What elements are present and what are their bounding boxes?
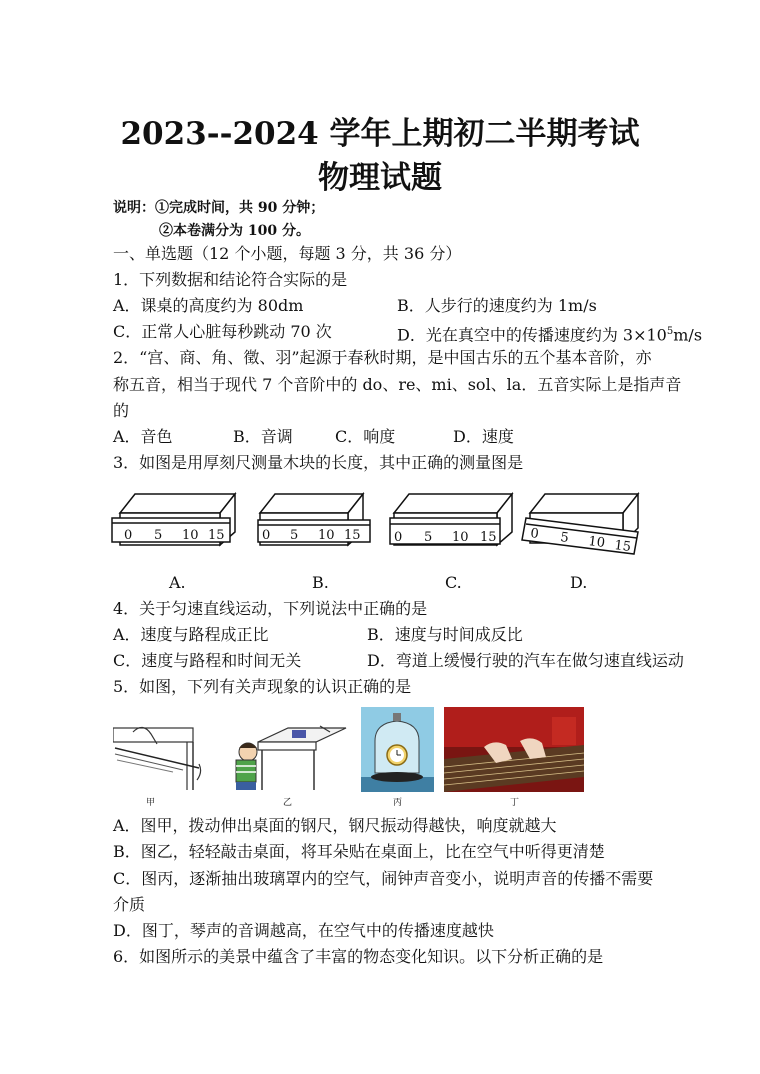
tick-label: 0 — [529, 526, 540, 542]
q2-line1: 2．“宫、商、角、徵、羽”起源于春秋时期，是中国古乐的五个基本音阶，亦 — [113, 348, 652, 367]
section-heading: 一、单选题（12 个小题，每题 3 分，共 36 分） — [113, 244, 462, 263]
q5-option-c-line1: C．图丙，逐渐抽出玻璃罩内的空气，闹钟声音变小，说明声音的传播不需要 — [113, 869, 654, 888]
q5-label-yi: 乙 — [283, 798, 293, 808]
note-time: 说明：①完成时间，共 90 分钟； — [113, 200, 325, 216]
ruler-figure-a — [112, 494, 235, 545]
q2-option-b: B．音调 — [233, 427, 293, 446]
q1-option-d — [397, 322, 702, 345]
tick-label: 15 — [344, 528, 361, 543]
q5-label-jia: 甲 — [146, 798, 156, 808]
q5-option-b: B．图乙，轻轻敲击桌面，将耳朵贴在桌面上，比在空气中听得更清楚 — [113, 842, 605, 861]
ruler-figure-b — [258, 494, 370, 545]
q4-option-d: D．弯道上缓慢行驶的汽车在做匀速直线运动 — [367, 651, 684, 670]
q1-option-d-text: D．光在真空中的传播速度约为 3×10 — [397, 325, 667, 345]
q2-option-a: A．音色 — [113, 427, 173, 446]
q5-label-ding: 丁 — [510, 798, 520, 808]
q6-stem: 6．如图所示的美景中蕴含了丰富的物态变化知识。以下分析正确的是 — [113, 947, 604, 966]
tick-label: 15 — [613, 538, 632, 555]
q1-option-a: A．课桌的高度约为 80dm — [113, 296, 304, 315]
q2-line2: 称五音，相当于现代 7 个音阶中的 do、re、mi、sol、la．五音实际上是指声音 — [113, 375, 682, 394]
q1-option-d-unit: m/s — [673, 325, 703, 345]
q5-figure-yi — [228, 724, 348, 792]
q1-option-d-exponent: 5 — [666, 326, 674, 337]
q4-stem: 4．关于匀速直线运动，下列说法中正确的是 — [113, 599, 428, 618]
q5-stem: 5．如图，下列有关声现象的认识正确的是 — [113, 677, 412, 696]
tick-label: 10 — [182, 528, 199, 543]
tick-label: 15 — [208, 528, 225, 543]
tick-label: 5 — [559, 530, 570, 546]
tick-label: 10 — [587, 534, 606, 551]
q5-option-c-line2: 介质 — [113, 895, 146, 914]
q5-option-a: A．图甲，拨动伸出桌面的钢尺，钢尺振动得越快，响度就越大 — [113, 816, 557, 835]
tick-label: 0 — [262, 528, 271, 543]
note-score: ②本卷满分为 100 分。 — [159, 223, 310, 239]
tick-label: 10 — [452, 530, 469, 545]
q3-stem: 3．如图是用厚刻尺测量木块的长度，其中正确的测量图是 — [113, 453, 524, 472]
q3-label-a: A. — [169, 573, 186, 592]
tick-label: 5 — [424, 530, 433, 545]
ruler-figure-c — [390, 494, 512, 545]
q4-option-b: B．速度与时间成反比 — [367, 625, 523, 644]
exam-subject-title: 物理试题 — [318, 160, 442, 196]
q5-label-bing: 丙 — [393, 798, 403, 808]
tick-label: 0 — [124, 528, 133, 543]
q5-figure-ding — [444, 707, 584, 792]
tick-label: 10 — [318, 528, 335, 543]
q4-option-c: C．速度与路程和时间无关 — [113, 651, 302, 670]
exam-title: 2023--2024 学年上期初二半期考试 — [120, 116, 640, 152]
tick-label: 5 — [290, 528, 299, 543]
q2-option-c: C．响度 — [335, 427, 396, 446]
q5-option-d: D．图丁，琴声的音调越高，在空气中的传播速度越快 — [113, 921, 494, 940]
tick-label: 5 — [154, 528, 163, 543]
q1-option-c: C．正常人心脏每秒跳动 70 次 — [113, 322, 332, 341]
q2-option-d: D．速度 — [453, 427, 514, 446]
q3-label-c: C. — [445, 573, 462, 592]
ruler-figure-d — [522, 494, 638, 555]
q2-line3: 的 — [113, 401, 130, 420]
q1-option-b: B．人步行的速度约为 1m/s — [397, 296, 597, 315]
q3-label-d: D. — [570, 573, 588, 592]
q4-option-a: A．速度与路程成正比 — [113, 625, 269, 644]
q1-stem: 1．下列数据和结论符合实际的是 — [113, 270, 348, 289]
q3-label-b: B. — [312, 573, 329, 592]
q5-figure-jia — [113, 724, 203, 792]
tick-label: 0 — [394, 530, 403, 545]
q3-ruler-figures — [110, 488, 650, 558]
tick-label: 15 — [480, 530, 497, 545]
q5-figure-bing — [361, 707, 434, 792]
